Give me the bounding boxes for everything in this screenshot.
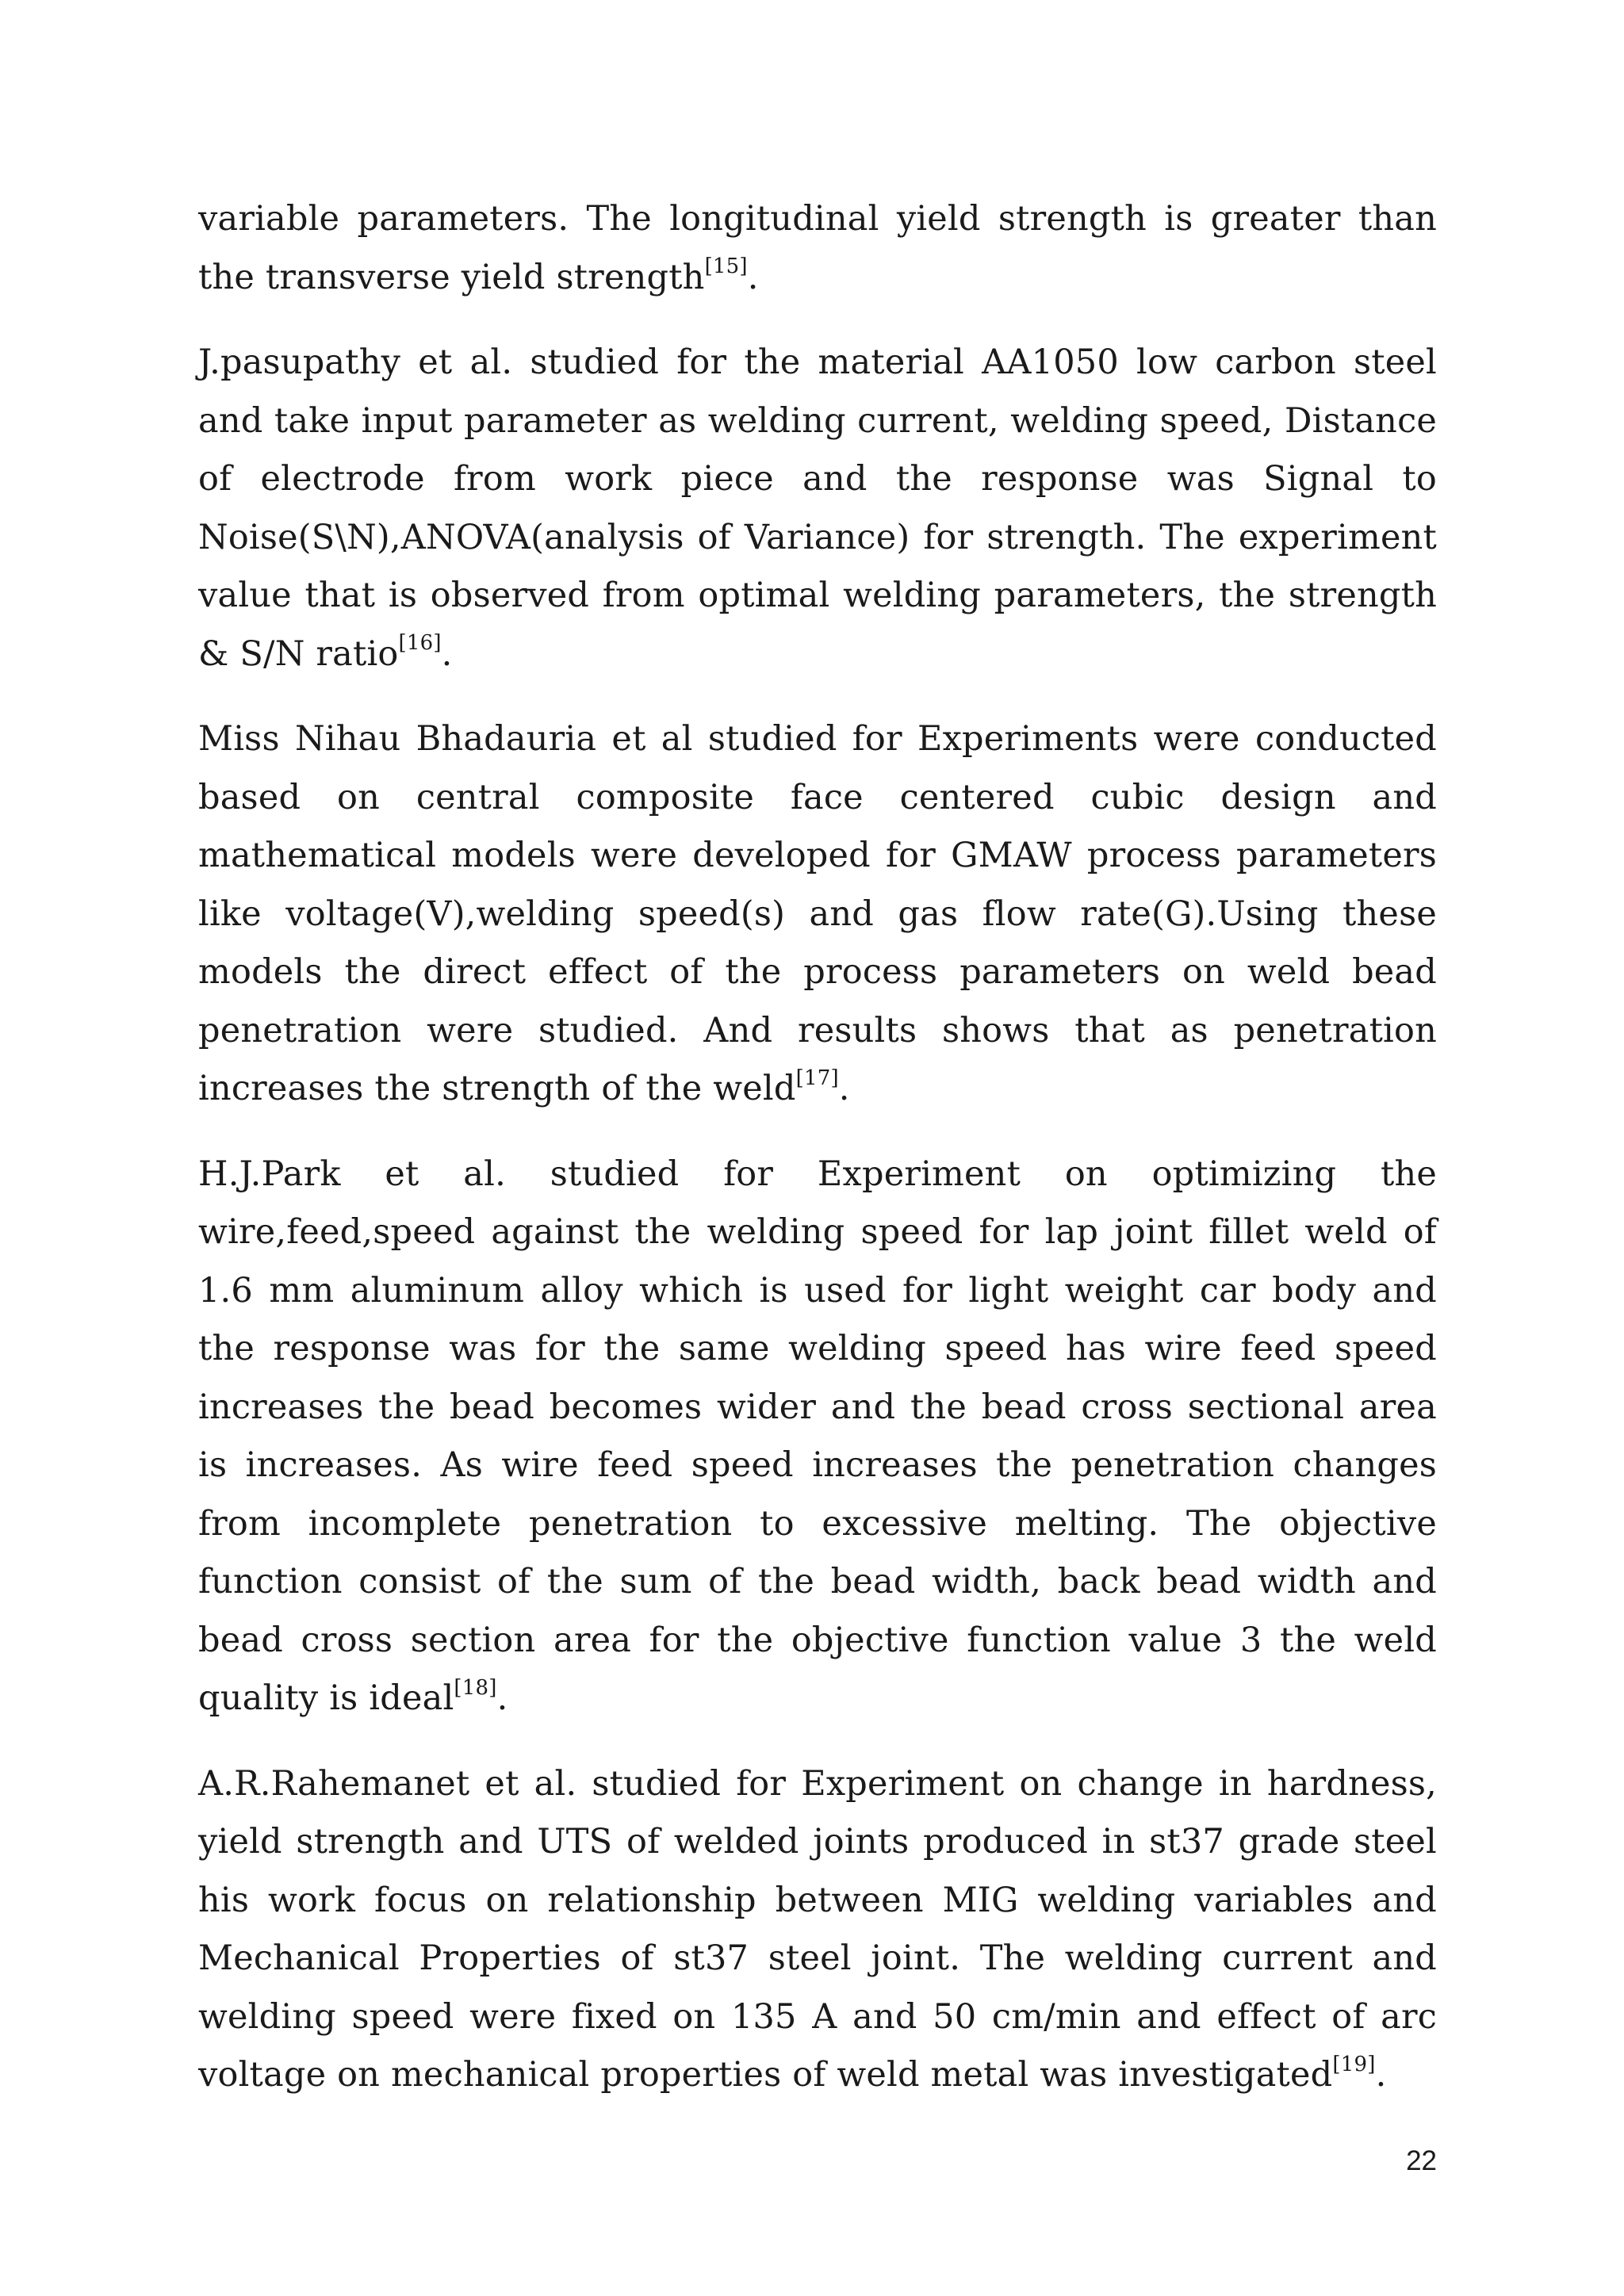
paragraph-3 xyxy=(198,710,1437,1119)
paragraph-1-text: variable parameters. The longitudinal yield strength is greater than the transverse yield strength xyxy=(198,199,1437,297)
paragraph-2-end: . xyxy=(441,633,453,674)
citation-16: [16] xyxy=(398,631,442,656)
citation-18: [18] xyxy=(454,1675,497,1700)
paragraph-3-text: Miss Nihau Bhadauria et al studied for Experiments were conducted based on central composite face centered cubic design and mathematical models were developed for GMAW process parameters like voltage(V),welding speed(s) and gas flow rate(G).Using these models the direct effect of the process parameters on weld bead penetration were studied. And results shows that as penetration increases the strength of the weld xyxy=(198,719,1437,1108)
paragraph-1 xyxy=(198,190,1437,307)
paragraph-5 xyxy=(198,1755,1437,2105)
citation-17: [17] xyxy=(795,1066,839,1090)
paragraph-4 xyxy=(198,1146,1437,1728)
paragraph-4-text: H.J.Park et al. studied for Experiment on optimizing the wire,feed,speed against the welding speed for lap joint fillet weld of 1.6 mm aluminum alloy which is used for light weight car body and the response was for the same welding speed has wire feed speed increases the bead becomes wider and the bead cross sectional area is increases. As wire feed speed increases the penetration changes from incomplete penetration to excessive melting. The objective function consist of the sum of the bead width, back bead width and bead cross section area for the objective function value 3 the weld quality is ideal xyxy=(198,1154,1437,1718)
page-body xyxy=(198,190,1437,2132)
paragraph-5-text: A.R.Rahemanet et al. studied for Experiment on change in hardness, yield strength and UTS of welded joints produced in st37 grade steel his work focus on relationship between MIG welding variables and Mechanical Properties of st37 steel joint. The welding current and welding speed were fixed on 135 A and 50 cm/min and effect of arc voltage on mechanical properties of weld metal was investigated xyxy=(198,1763,1437,2095)
citation-19: [19] xyxy=(1332,2052,1376,2076)
citation-15: [15] xyxy=(704,254,748,279)
paragraph-2-text: J.pasupathy et al. studied for the material AA1050 low carbon steel and take input parameter as welding current, welding speed, Distance of electrode from work piece and the response was Signal to Noise(S\N),ANOVA(analysis of Variance) for strength. The experiment value that is observed from optimal welding parameters, the strength & S/N ratio xyxy=(198,342,1437,674)
paragraph-3-end: . xyxy=(838,1069,850,1108)
paragraph-5-end: . xyxy=(1375,2055,1387,2095)
page-number: 22 xyxy=(1406,2145,1437,2176)
paragraph-2 xyxy=(198,334,1437,683)
paragraph-4-end: . xyxy=(496,1678,508,1718)
paragraph-1-end: . xyxy=(747,257,759,297)
